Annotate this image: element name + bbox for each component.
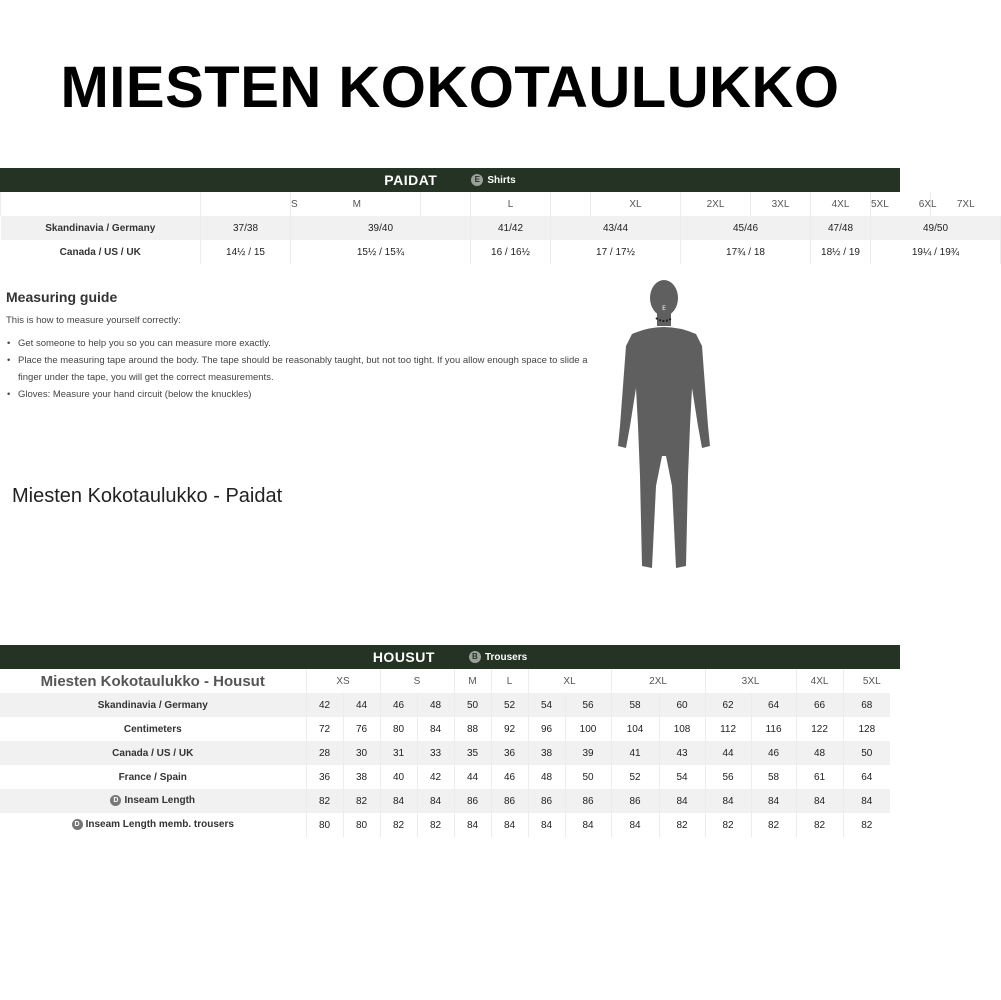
table-cell: 52	[491, 693, 528, 717]
table-cell: 44	[343, 693, 380, 717]
table-cell: 35	[454, 741, 491, 765]
table-cell: 82	[417, 813, 454, 837]
shirts-header-empty	[551, 192, 591, 216]
trousers-size-header: 3XL	[705, 669, 796, 693]
shirts-band-title: PAIDAT	[384, 172, 438, 188]
table-row	[0, 741, 900, 765]
table-cell: 84	[843, 789, 890, 813]
table-cell: 43	[659, 741, 705, 765]
table-cell: 82	[659, 813, 705, 837]
table-cell: 49/50	[871, 216, 1001, 240]
table-cell: 84	[417, 717, 454, 741]
shirts-size-header: 2XL	[681, 192, 751, 216]
measuring-guide-intro: This is how to measure yourself correctly:	[6, 315, 181, 326]
trousers-size-header-row	[0, 669, 900, 693]
table-cell: 41/42	[471, 216, 551, 240]
table-cell: 56	[565, 693, 611, 717]
table-cell: 46	[751, 741, 796, 765]
table-cell: 84	[659, 789, 705, 813]
table-cell: 50	[565, 765, 611, 789]
table-cell: 45/46	[681, 216, 811, 240]
table-cell: 116	[751, 717, 796, 741]
table-cell: 58	[611, 693, 659, 717]
page-title: MIESTEN KOKOTAULUKKO	[60, 55, 840, 120]
table-cell: 84	[565, 813, 611, 837]
table-cell: 31	[380, 741, 417, 765]
table-cell: 84	[611, 813, 659, 837]
table-cell: 64	[751, 693, 796, 717]
table-row	[0, 717, 900, 741]
measuring-guide-title: Measuring guide	[6, 289, 118, 305]
shirts-row-label: Canada / US / UK	[59, 246, 141, 258]
silhouette-body	[618, 327, 710, 568]
table-cell: 86	[491, 789, 528, 813]
trousers-band-subtitle: Trousers	[484, 651, 528, 663]
trousers-band-title: HOUSUT	[372, 649, 435, 665]
shirts-row-label: Skandinavia / Germany	[1, 216, 201, 240]
table-cell: 40	[380, 765, 417, 789]
table-cell: 86	[454, 789, 491, 813]
table-cell: 96	[528, 717, 565, 741]
table-row	[1, 216, 1001, 240]
trousers-row-label: Centimeters	[123, 723, 182, 735]
table-cell: 41	[611, 741, 659, 765]
table-cell: 48	[417, 693, 454, 717]
shirts-size-header: 4XL	[811, 192, 871, 216]
table-cell: 104	[611, 717, 659, 741]
list-item: • Place the measuring tape around the body. The tape should be reasonably taught, but not too tight. If you allow enough space to slide a finger under the tape, you will get the correct measurements.	[6, 352, 596, 386]
trousers-size-header: S	[380, 669, 454, 693]
table-cell: 84	[380, 789, 417, 813]
table-row	[0, 693, 900, 717]
shirts-header-empty	[1, 192, 201, 216]
list-item: • Gloves: Measure your hand circuit (below the knuckles)	[6, 386, 596, 403]
table-cell: 46	[380, 693, 417, 717]
table-cell: 18½ / 19	[811, 240, 871, 264]
table-cell: 42	[417, 765, 454, 789]
table-cell: 42	[306, 693, 343, 717]
table-cell: 84	[528, 813, 565, 837]
table-cell: 86	[611, 789, 659, 813]
table-cell: 58	[751, 765, 796, 789]
trousers-row-label: D Inseam Length memb. trousers	[0, 813, 306, 837]
table-cell: 17 / 17½	[551, 240, 681, 264]
table-cell: 14½ / 15	[201, 240, 291, 264]
list-item: • Get someone to help you so you can measure more exactly.	[6, 335, 596, 352]
shirts-band-subtitle: Shirts	[487, 174, 516, 186]
trousers-size-header: 5XL	[843, 669, 900, 693]
trousers-size-header: XL	[528, 669, 611, 693]
shirts-size-header: S M	[291, 192, 421, 216]
trousers-size-table	[0, 669, 900, 837]
shirts-badge-icon: E	[471, 174, 483, 186]
table-cell: 30	[343, 741, 380, 765]
table-cell: 44	[454, 765, 491, 789]
table-cell: 48	[528, 765, 565, 789]
table-cell: 43/44	[551, 216, 681, 240]
table-cell: 38	[343, 765, 380, 789]
table-cell: 16 / 16½	[471, 240, 551, 264]
trousers-row-label: D Inseam Length	[0, 789, 306, 813]
table-row	[0, 789, 900, 813]
trousers-size-header: XS	[306, 669, 380, 693]
table-cell: 48	[796, 741, 843, 765]
trousers-row-label: France / Spain	[118, 771, 187, 783]
table-cell: 36	[306, 765, 343, 789]
table-cell: 15½ / 15¾	[291, 240, 471, 264]
trousers-size-header: M	[454, 669, 491, 693]
table-cell: 82	[843, 813, 890, 837]
table-cell: 122	[796, 717, 843, 741]
table-cell: 60	[659, 693, 705, 717]
trousers-size-header: 2XL	[611, 669, 705, 693]
table-cell: 76	[343, 717, 380, 741]
table-cell: 82	[306, 789, 343, 813]
table-cell: 84	[417, 789, 454, 813]
table-cell: 36	[491, 741, 528, 765]
trousers-row-label: Canada / US / UK	[0, 741, 306, 765]
table-cell: 50	[454, 693, 491, 717]
table-cell: 28	[306, 741, 343, 765]
table-cell: 19¼ / 19¾	[871, 240, 1001, 264]
table-cell: 80	[380, 717, 417, 741]
shirts-header-band	[0, 168, 900, 192]
shirts-header-empty	[201, 192, 291, 216]
shirts-size-header-row	[1, 192, 1001, 216]
shirts-size-header: XL	[591, 192, 681, 216]
table-cell: 52	[611, 765, 659, 789]
table-cell: 82	[705, 813, 751, 837]
table-cell: 112	[705, 717, 751, 741]
trousers-table-heading: Miesten Kokotaulukko - Housut	[40, 672, 265, 690]
table-cell: 86	[528, 789, 565, 813]
table-cell: 44	[705, 741, 751, 765]
shirts-size-header: 7XL	[931, 192, 1001, 216]
table-cell: 84	[751, 789, 796, 813]
table-cell: 62	[705, 693, 751, 717]
shirts-size-header: 5XL 6XL	[871, 192, 931, 216]
table-cell: 38	[528, 741, 565, 765]
trousers-badge-icon: B	[469, 651, 481, 663]
table-cell: 54	[659, 765, 705, 789]
inseam-badge-icon: D	[72, 819, 83, 830]
table-cell: 80	[306, 813, 343, 837]
table-cell: 47/48	[811, 216, 871, 240]
measuring-guide-list	[6, 335, 596, 403]
table-cell: 88	[454, 717, 491, 741]
inseam-badge-icon: D	[110, 795, 121, 806]
table-cell: 39/40	[291, 216, 471, 240]
table-cell: 86	[565, 789, 611, 813]
table-cell: 37/38	[201, 216, 291, 240]
figure-marker-label: E	[662, 305, 666, 312]
table-cell: 68	[843, 693, 890, 717]
trousers-size-header: 4XL	[796, 669, 843, 693]
table-cell: 64	[843, 765, 890, 789]
table-cell: 84	[454, 813, 491, 837]
table-cell: 39	[565, 741, 611, 765]
table-cell: 82	[751, 813, 796, 837]
shirts-size-header: 3XL	[751, 192, 811, 216]
shirts-size-header: L	[471, 192, 551, 216]
table-cell: 66	[796, 693, 843, 717]
table-cell: 17¾ / 18	[681, 240, 811, 264]
table-cell: 82	[380, 813, 417, 837]
table-row	[1, 240, 1001, 264]
table-cell: 50	[843, 741, 890, 765]
body-silhouette-icon	[612, 276, 716, 574]
paidat-caption: Miesten Kokotaulukko - Paidat	[12, 485, 283, 507]
shirts-header-empty	[421, 192, 471, 216]
table-cell: 82	[796, 813, 843, 837]
trousers-size-header: L	[491, 669, 528, 693]
shirts-size-table	[0, 192, 1001, 264]
table-cell: 92	[491, 717, 528, 741]
table-cell: 84	[491, 813, 528, 837]
table-cell: 84	[705, 789, 751, 813]
trousers-header-band	[0, 645, 900, 669]
table-cell: 108	[659, 717, 705, 741]
table-row	[0, 813, 900, 837]
table-cell: 84	[796, 789, 843, 813]
table-cell: 56	[705, 765, 751, 789]
table-cell: 100	[565, 717, 611, 741]
table-cell: 80	[343, 813, 380, 837]
table-cell: 128	[843, 717, 890, 741]
table-cell: 61	[796, 765, 843, 789]
table-row	[0, 765, 900, 789]
table-cell: 72	[306, 717, 343, 741]
table-cell: 82	[343, 789, 380, 813]
table-cell: 54	[528, 693, 565, 717]
table-cell: 33	[417, 741, 454, 765]
table-cell: 46	[491, 765, 528, 789]
trousers-row-label: Skandinavia / Germany	[0, 693, 306, 717]
